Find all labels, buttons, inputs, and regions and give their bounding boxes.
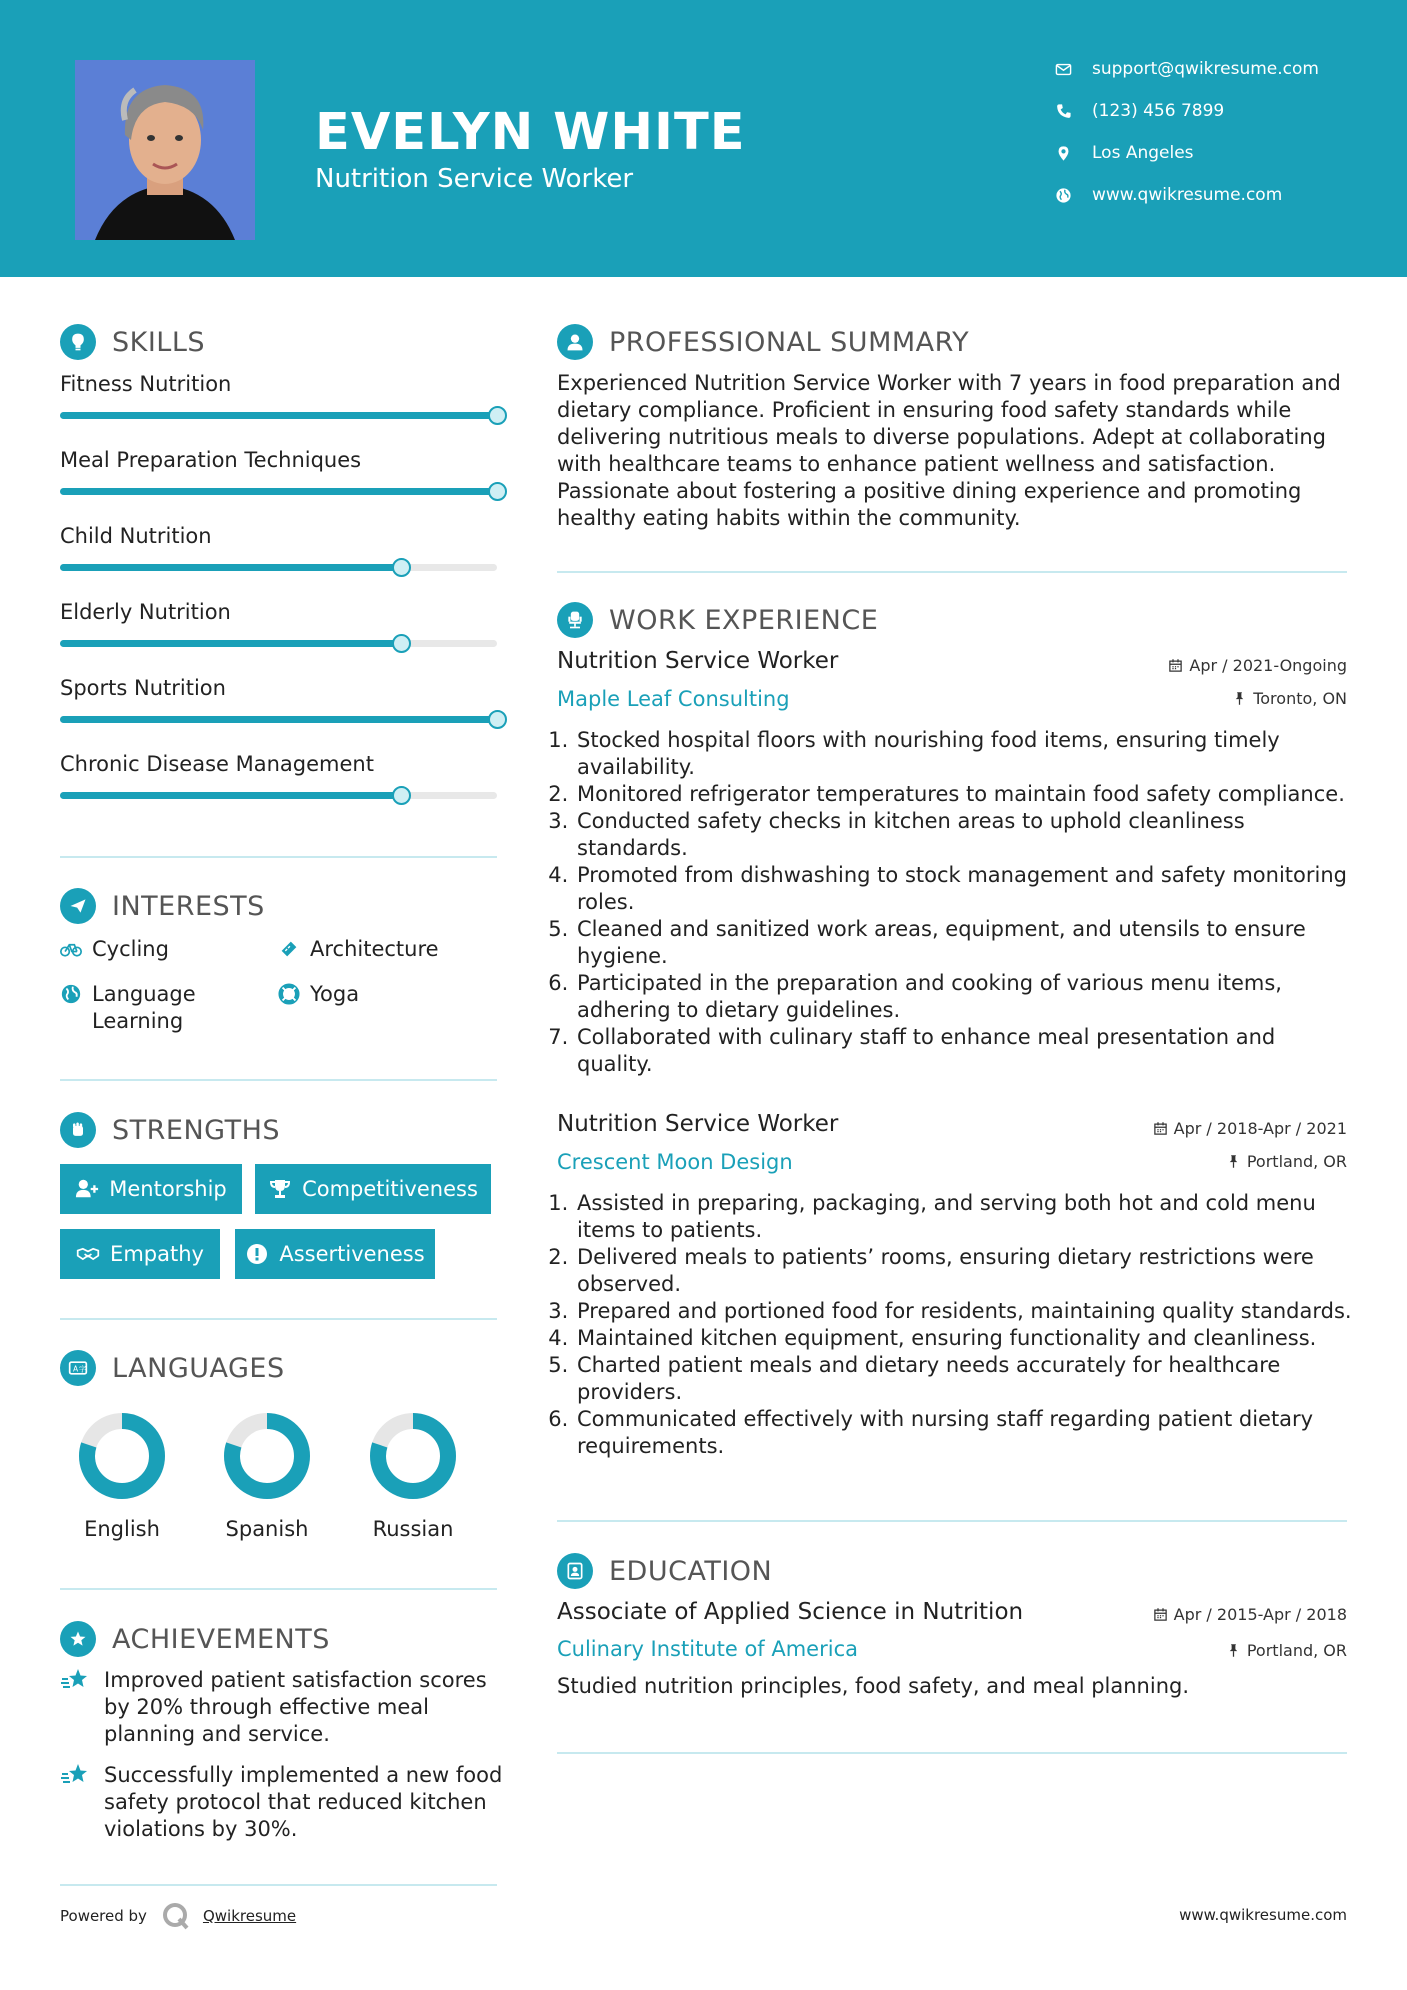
job-bullet: 4. Promoted from dishwashing to stock management and safety monitoring roles. bbox=[575, 862, 1357, 916]
calendar-icon bbox=[1168, 658, 1183, 673]
skill-label: Chronic Disease Management bbox=[60, 752, 374, 776]
job-bullets bbox=[557, 1190, 1357, 1460]
skill-bar-fill bbox=[60, 564, 401, 571]
profile-photo bbox=[75, 60, 255, 240]
skill-bar-knob bbox=[488, 482, 507, 501]
pushpin-icon bbox=[1226, 1643, 1241, 1658]
achievement-item bbox=[60, 1762, 510, 1843]
company-name: Maple Leaf Consulting bbox=[557, 687, 790, 711]
job-bullet: 1. Assisted in preparing, packaging, and serving both hot and cold menu items to patients. bbox=[575, 1190, 1357, 1244]
pushpin-icon bbox=[1232, 691, 1247, 706]
mail-icon bbox=[1055, 61, 1072, 78]
achievements-heading bbox=[60, 1619, 500, 1659]
divider bbox=[60, 1318, 497, 1320]
education-description: Studied nutrition principles, food safety, and meal planning. bbox=[557, 1674, 1190, 1698]
experience-section bbox=[557, 600, 1347, 640]
strengths-section bbox=[60, 1110, 500, 1150]
star-badge-icon bbox=[60, 1621, 96, 1657]
strength-tag bbox=[60, 1164, 242, 1214]
job-bullets bbox=[557, 727, 1357, 1078]
qwikresume-logo-icon bbox=[161, 1901, 191, 1931]
skill-item bbox=[60, 600, 500, 670]
interest-label: Yoga bbox=[310, 982, 360, 1006]
svg-text:A: A bbox=[73, 1364, 79, 1374]
achievement-item bbox=[60, 1667, 510, 1748]
shooting-star-icon bbox=[60, 1667, 92, 1695]
trophy-icon bbox=[268, 1177, 292, 1201]
language-donut bbox=[368, 1411, 458, 1501]
globe-icon bbox=[1055, 187, 1072, 204]
strength-label: Mentorship bbox=[109, 1177, 227, 1201]
education-heading-text: EDUCATION bbox=[609, 1555, 773, 1587]
language-label: Russian bbox=[372, 1517, 454, 1541]
strength-tag bbox=[60, 1229, 220, 1279]
education-dates bbox=[1153, 1605, 1347, 1624]
job-bullet: 5. Cleaned and sanitized work areas, equipment, and utensils to ensure hygiene. bbox=[575, 916, 1357, 970]
handshake-icon bbox=[76, 1242, 100, 1266]
achievement-text: Improved patient satisfaction scores by 20% through effective meal planning and service. bbox=[104, 1668, 487, 1746]
job-bullet: 2. Delivered meals to patients’ rooms, ensuring dietary restrictions were observed. bbox=[575, 1244, 1357, 1298]
powered-by-text: Powered by bbox=[60, 1907, 147, 1925]
degree-title: Associate of Applied Science in Nutrition bbox=[557, 1599, 1024, 1625]
skill-label: Child Nutrition bbox=[60, 524, 212, 548]
contact-phone[interactable] bbox=[1055, 96, 1375, 126]
job-bullet: 7. Collaborated with culinary staff to enhance meal presentation and quality. bbox=[575, 1024, 1357, 1078]
skills-section bbox=[60, 322, 500, 362]
job-title: Nutrition Service Worker bbox=[557, 648, 839, 674]
job-dates bbox=[1168, 656, 1347, 675]
experience-heading bbox=[557, 600, 1347, 640]
skills-list bbox=[60, 372, 520, 822]
skill-label: Sports Nutrition bbox=[60, 676, 226, 700]
interests-section bbox=[60, 886, 500, 926]
skill-bar-fill bbox=[60, 716, 497, 723]
languages-heading-text: LANGUAGES bbox=[112, 1352, 285, 1384]
contact-website-text: www.qwikresume.com bbox=[1092, 185, 1283, 205]
interests-heading bbox=[60, 886, 500, 926]
job-bullet: 3. Conducted safety checks in kitchen areas to uphold cleanliness standards. bbox=[575, 808, 1357, 862]
summary-section bbox=[557, 322, 1347, 532]
skill-bar bbox=[60, 564, 497, 571]
divider bbox=[557, 1520, 1347, 1522]
shooting-star-icon bbox=[60, 1762, 92, 1790]
powered-by bbox=[60, 1901, 296, 1931]
contact-location bbox=[1055, 138, 1375, 168]
skill-bar-knob bbox=[392, 786, 411, 805]
strengths-heading bbox=[60, 1110, 500, 1150]
education-location bbox=[1226, 1641, 1347, 1660]
education-location-text: Portland, OR bbox=[1246, 1641, 1347, 1660]
divider bbox=[557, 571, 1347, 573]
interest-item bbox=[278, 936, 498, 963]
header-banner bbox=[0, 0, 1407, 277]
job-bullet: 1. Stocked hospital floors with nourishing food items, ensuring timely availability. bbox=[575, 727, 1357, 781]
job-location bbox=[1226, 1152, 1347, 1171]
brand-link[interactable]: Qwikresume bbox=[202, 1907, 297, 1925]
skill-bar-fill bbox=[60, 412, 497, 419]
job-bullet: 5. Charted patient meals and dietary needs accurately for healthcare providers. bbox=[575, 1352, 1357, 1406]
divider bbox=[60, 1884, 497, 1886]
globe-icon bbox=[60, 983, 82, 1005]
achievements-heading-text: ACHIEVEMENTS bbox=[112, 1623, 330, 1655]
contact-email[interactable] bbox=[1055, 54, 1375, 84]
ruler-pencil-icon bbox=[278, 938, 300, 960]
summary-heading-text: PROFESSIONAL SUMMARY bbox=[609, 326, 970, 358]
skill-item bbox=[60, 372, 500, 442]
job-bullet: 2. Monitored refrigerator temperatures to maintain food safety compliance. bbox=[575, 781, 1357, 808]
location-pin-icon bbox=[1055, 145, 1072, 162]
skill-item bbox=[60, 676, 500, 746]
interest-item bbox=[60, 936, 260, 963]
strengths-heading-text: STRENGTHS bbox=[112, 1114, 281, 1146]
strength-label: Assertiveness bbox=[279, 1242, 425, 1266]
calendar-icon bbox=[1153, 1607, 1168, 1622]
strength-label: Competitiveness bbox=[302, 1177, 478, 1201]
skills-heading bbox=[60, 322, 500, 362]
contact-location-text: Los Angeles bbox=[1092, 143, 1194, 163]
interest-label: Language Learning bbox=[92, 982, 196, 1033]
interest-item bbox=[278, 981, 478, 1008]
contact-phone-text: (123) 456 7899 bbox=[1092, 101, 1225, 121]
contact-email-text: support@qwikresume.com bbox=[1092, 59, 1319, 79]
language-label: Spanish bbox=[225, 1517, 309, 1541]
skill-bar bbox=[60, 792, 497, 799]
job-location-text: Portland, OR bbox=[1246, 1152, 1347, 1171]
interest-item bbox=[60, 981, 260, 1035]
skill-bar bbox=[60, 488, 497, 495]
education-section bbox=[557, 1551, 1347, 1591]
strength-tag bbox=[235, 1229, 435, 1279]
education-entry bbox=[557, 1599, 1347, 1699]
skill-bar-knob bbox=[392, 634, 411, 653]
job-bullet: 6. Communicated effectively with nursing staff regarding patient dietary requirements. bbox=[575, 1406, 1357, 1460]
summary-heading bbox=[557, 322, 1347, 362]
job-bullet: 6. Participated in the preparation and cooking of various menu items, adhering to dietary guidelines. bbox=[575, 970, 1357, 1024]
job-entry bbox=[557, 1111, 1352, 1491]
achievements-section bbox=[60, 1619, 500, 1659]
skill-bar-knob bbox=[392, 558, 411, 577]
job-dates-text: Apr / 2021-Ongoing bbox=[1189, 656, 1347, 675]
bicycle-icon bbox=[60, 938, 82, 960]
education-dates-text: Apr / 2015-Apr / 2018 bbox=[1173, 1605, 1347, 1624]
language-donut bbox=[222, 1411, 312, 1501]
job-entry bbox=[557, 648, 1347, 1088]
lightbulb-icon bbox=[60, 324, 96, 360]
divider bbox=[60, 1079, 497, 1081]
skill-bar-knob bbox=[488, 710, 507, 729]
strength-label: Empathy bbox=[110, 1242, 204, 1266]
skill-bar bbox=[60, 412, 497, 419]
skill-item bbox=[60, 448, 500, 518]
school-name: Culinary Institute of America bbox=[557, 1637, 858, 1661]
skill-label: Elderly Nutrition bbox=[60, 600, 231, 624]
divider bbox=[60, 1588, 497, 1590]
calendar-icon bbox=[1153, 1121, 1168, 1136]
languages-section bbox=[60, 1348, 500, 1388]
job-location-text: Toronto, ON bbox=[1253, 689, 1347, 708]
education-heading bbox=[557, 1551, 1347, 1591]
language-label: English bbox=[84, 1517, 160, 1541]
lifebuoy-icon bbox=[278, 983, 300, 1005]
skill-bar-fill bbox=[60, 640, 401, 647]
fist-icon bbox=[60, 1112, 96, 1148]
interest-label: Architecture bbox=[310, 937, 439, 961]
skill-label: Meal Preparation Techniques bbox=[60, 448, 362, 472]
svg-text:字: 字 bbox=[78, 1364, 87, 1374]
job-title: Nutrition Service Worker bbox=[557, 1111, 839, 1137]
job-bullet: 3. Prepared and portioned food for residents, maintaining quality standards. bbox=[575, 1298, 1357, 1325]
divider bbox=[60, 856, 497, 858]
job-bullet: 4. Maintained kitchen equipment, ensuring functionality and cleanliness. bbox=[575, 1325, 1357, 1352]
strength-tag bbox=[255, 1164, 491, 1214]
skill-bar-knob bbox=[488, 406, 507, 425]
job-dates bbox=[1153, 1119, 1347, 1138]
interest-label: Cycling bbox=[92, 937, 169, 961]
skill-bar-fill bbox=[60, 488, 497, 495]
job-dates-text: Apr / 2018-Apr / 2021 bbox=[1173, 1119, 1347, 1138]
user-plus-icon bbox=[75, 1177, 99, 1201]
skill-item bbox=[60, 524, 500, 594]
contact-website[interactable] bbox=[1055, 180, 1375, 210]
skill-bar bbox=[60, 716, 497, 723]
pushpin-icon bbox=[1226, 1154, 1241, 1169]
company-name: Crescent Moon Design bbox=[557, 1150, 793, 1174]
skills-heading-text: SKILLS bbox=[112, 326, 206, 358]
skill-bar bbox=[60, 640, 497, 647]
phone-icon bbox=[1055, 103, 1072, 120]
exclamation-icon bbox=[245, 1242, 269, 1266]
divider bbox=[557, 1752, 1347, 1754]
languages-heading bbox=[60, 1348, 500, 1388]
footer-website[interactable]: www.qwikresume.com bbox=[1179, 1906, 1347, 1924]
user-icon bbox=[557, 324, 593, 360]
candidate-title: Nutrition Service Worker bbox=[315, 164, 634, 194]
summary-text: Experienced Nutrition Service Worker with 7 years in food preparation and dietary compliance. Proficient in ensuring food safety standards while delivering nutritious meals to diverse populations. Adept at collaborating with healthcare teams to enhance patient wellness and satisfaction. Passionate about fostering a positive dining experience and promoting healthy eating habits within the community. bbox=[557, 371, 1341, 530]
skill-label: Fitness Nutrition bbox=[60, 372, 232, 396]
graduate-icon bbox=[557, 1553, 593, 1589]
language-icon bbox=[60, 1350, 96, 1386]
job-location bbox=[1232, 689, 1347, 708]
language-donut bbox=[77, 1411, 167, 1501]
paper-plane-icon bbox=[60, 888, 96, 924]
achievement-text: Successfully implemented a new food safety protocol that reduced kitchen violations by 30%. bbox=[104, 1763, 503, 1841]
candidate-name: EVELYN WHITE bbox=[315, 103, 746, 162]
experience-heading-text: WORK EXPERIENCE bbox=[609, 604, 879, 636]
interests-heading-text: INTERESTS bbox=[112, 890, 265, 922]
skill-bar-fill bbox=[60, 792, 401, 799]
skill-item bbox=[60, 752, 500, 822]
office-chair-icon bbox=[557, 602, 593, 638]
